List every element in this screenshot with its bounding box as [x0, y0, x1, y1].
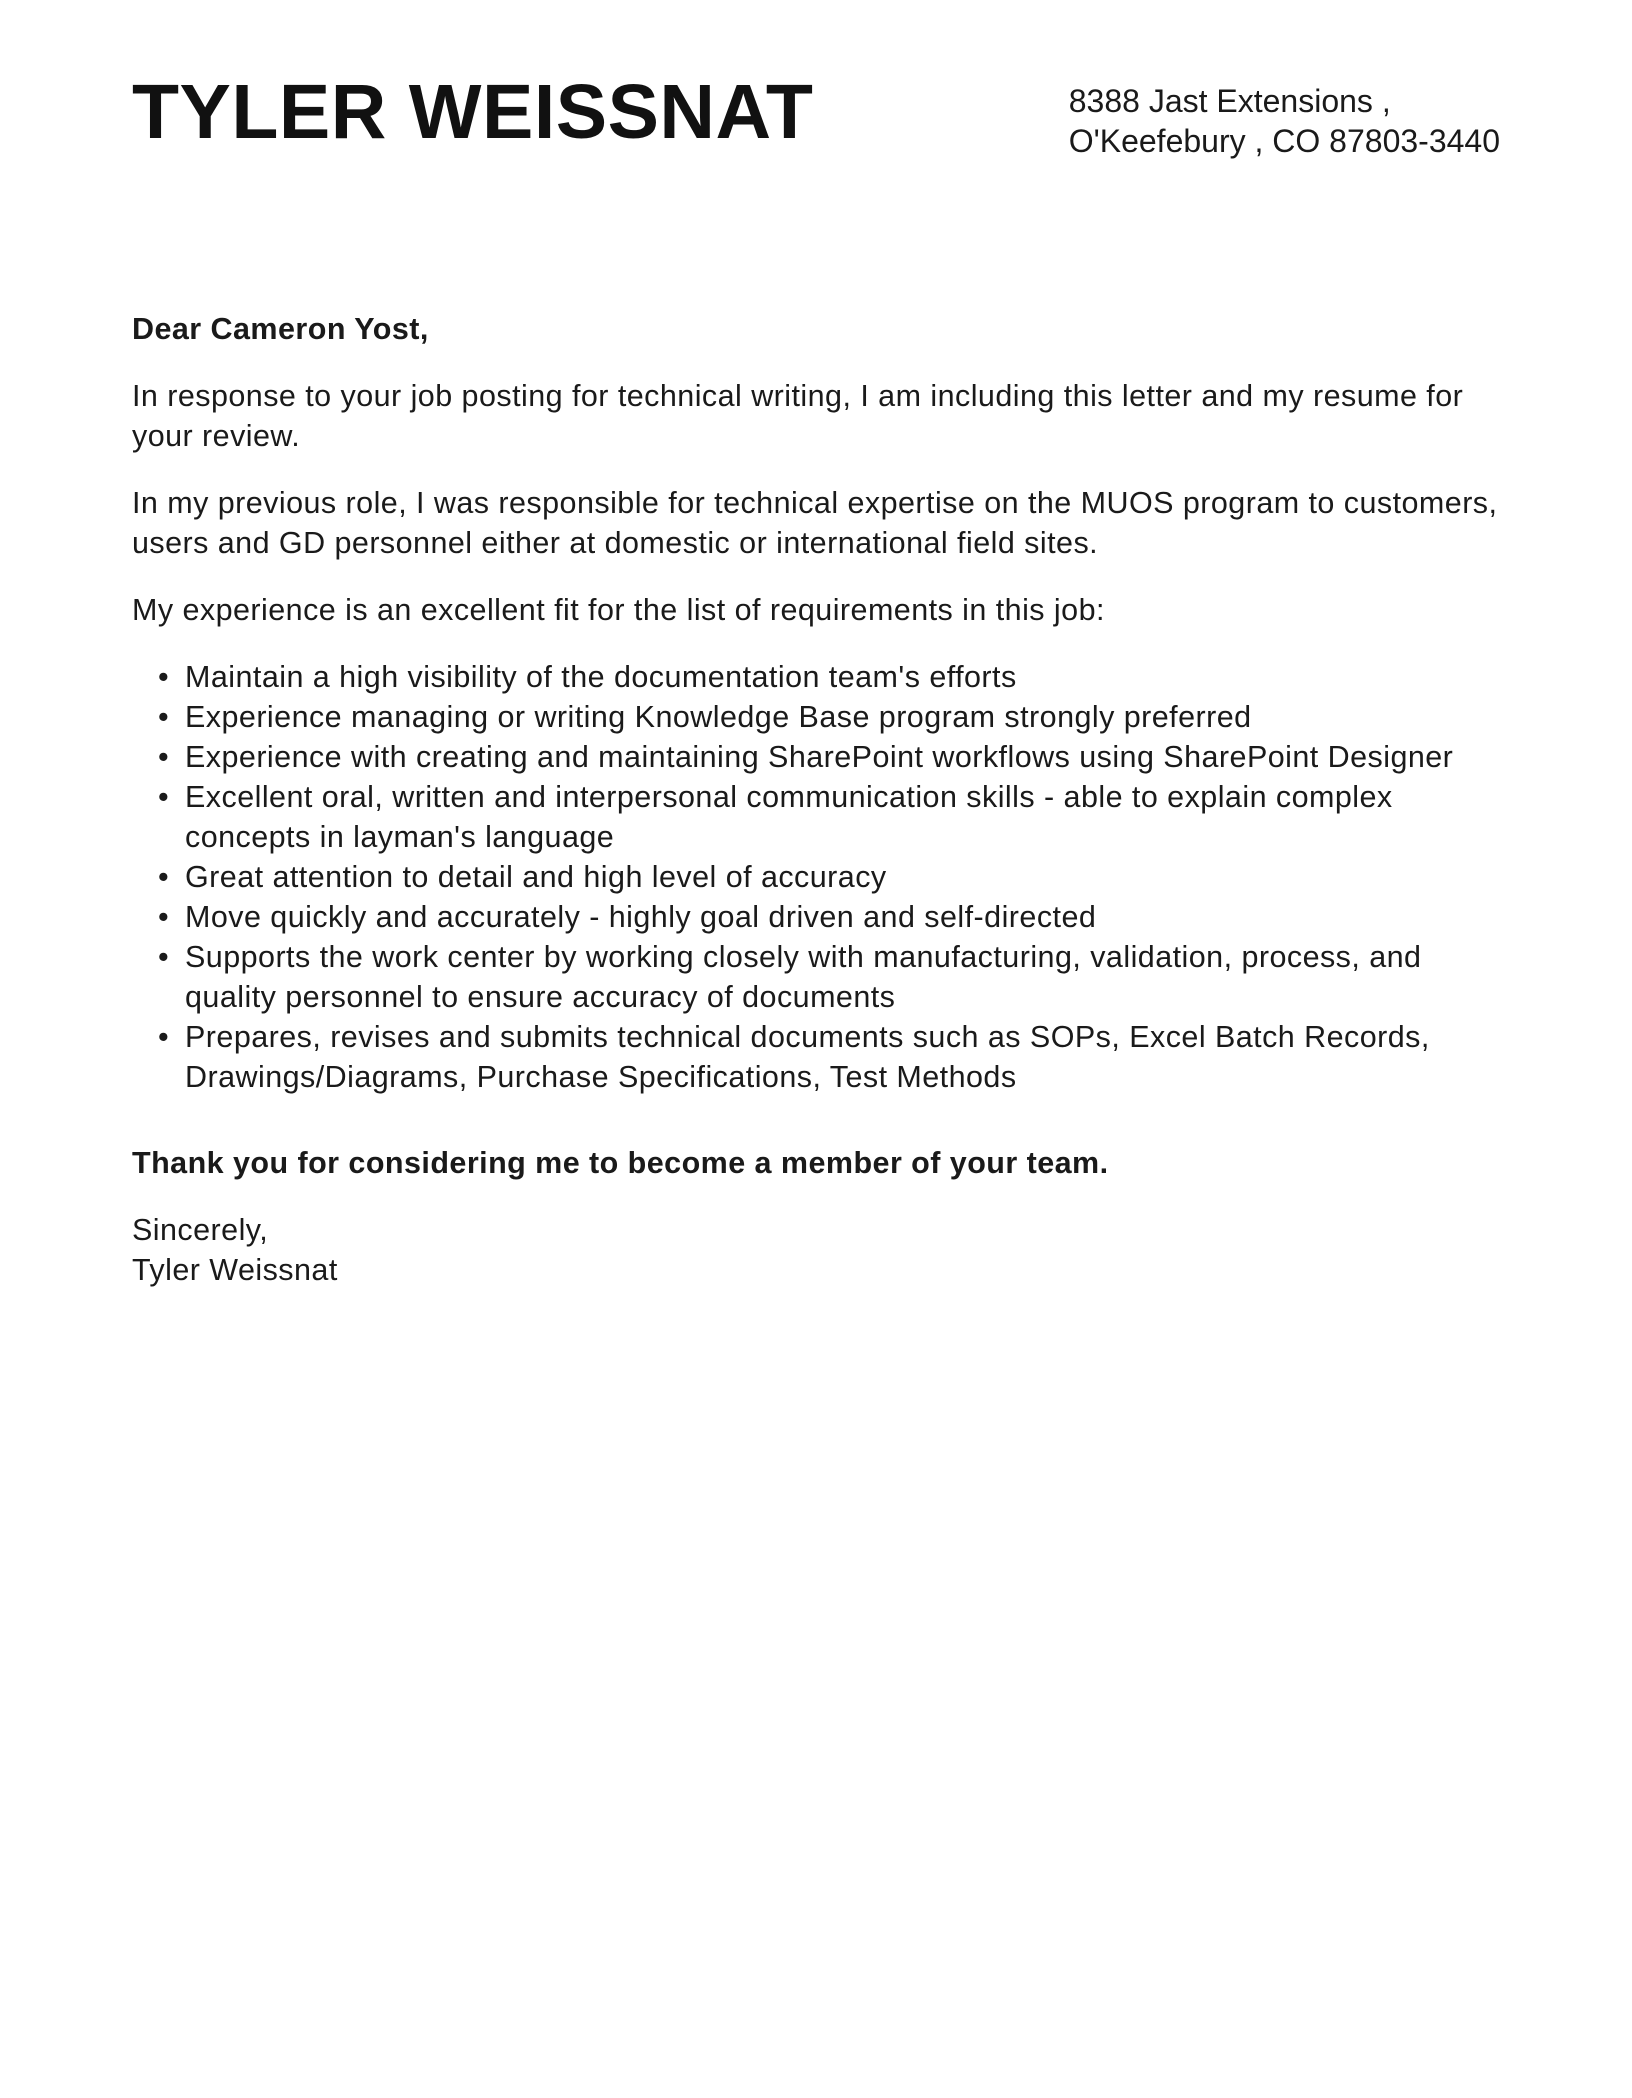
letter-body [132, 309, 1500, 1290]
list-item: • Great attention to detail and high level of accuracy [132, 857, 1500, 897]
intro-paragraph: In response to your job posting for technical writing, I am including this letter and my resume for your review. [132, 379, 1464, 453]
list-item: • Move quickly and accurately - highly goal driven and self-directed [132, 897, 1500, 937]
requirements-list [132, 657, 1500, 1097]
signature-name: Tyler Weissnat [132, 1253, 338, 1287]
list-item: • Prepares, revises and submits technical documents such as SOPs, Excel Batch Records, Drawings/Diagrams, Purchase Specifications, Test Methods [132, 1017, 1500, 1097]
experience-fit-paragraph: My experience is an excellent fit for the list of requirements in this job: [132, 593, 1105, 627]
sender-name: TYLER WEISSNAT [132, 69, 814, 155]
address-line-2: O'Keefebury , CO 87803-3440 [1068, 123, 1500, 159]
greeting-line: Dear Cameron Yost, [132, 312, 429, 346]
signoff-block [132, 1210, 1500, 1290]
list-item: • Maintain a high visibility of the documentation team's efforts [132, 657, 1500, 697]
address-line-1: 8388 Jast Extensions , [1068, 83, 1391, 119]
list-item: • Excellent oral, written and interpersonal communication skills - able to explain complex concepts in layman's language [132, 777, 1500, 857]
signoff-word: Sincerely, [132, 1213, 269, 1247]
closing-line: Thank you for considering me to become a member of your team. [132, 1146, 1109, 1180]
list-item: • Experience with creating and maintaining SharePoint workflows using SharePoint Designer [132, 737, 1500, 777]
previous-role-paragraph: In my previous role, I was responsible for technical expertise on the MUOS program to customers, users and GD personnel either at domestic or international field sites. [132, 486, 1498, 560]
letter-header [132, 69, 1500, 161]
sender-address-block [1069, 81, 1500, 161]
list-item: • Supports the work center by working closely with manufacturing, validation, process, and quality personnel to ensure accuracy of documents [132, 937, 1500, 1017]
list-item: • Experience managing or writing Knowledge Base program strongly preferred [132, 697, 1500, 737]
